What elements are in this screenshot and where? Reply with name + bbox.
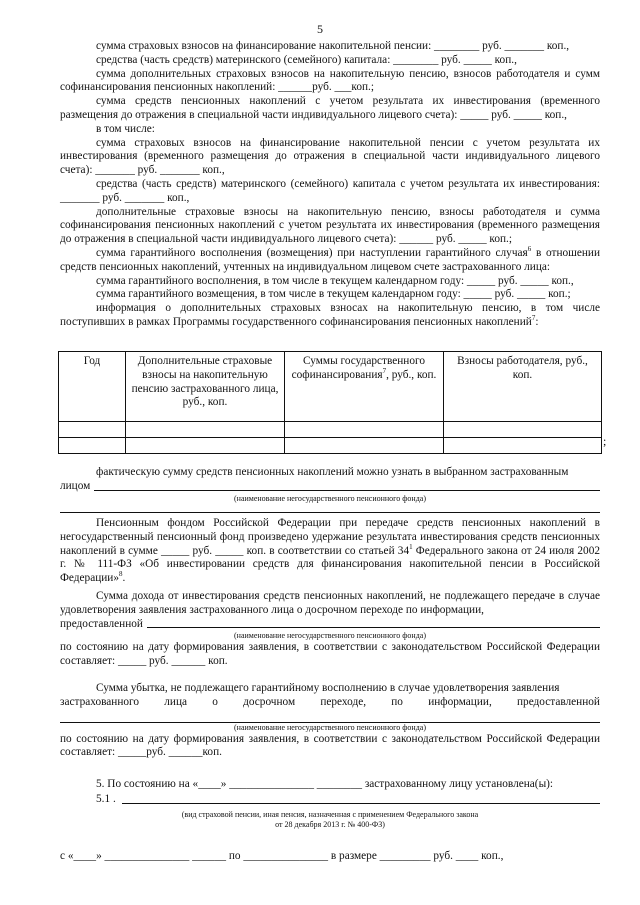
header-year: Год [59,352,126,422]
contributions-table [58,351,602,454]
item5-sub: 5.1 . [96,792,116,805]
pfr-section [60,517,600,669]
additional-contributions-line: сумма дополнительных страховых взносов на накопительную пенсию, взносов работодателя и сумм софинансирования пенсионных накоплений: ______руб. ___коп.; [60,67,600,94]
contributions-section [60,40,600,247]
pension-type-caption-1: (вид страховой пенсии, иная пенсия, назначенная с применением Федерального закона [181,809,479,819]
header-state-cofinancing: Суммы государственного софинансирования$^7$, руб., коп. [285,352,444,422]
loss-amount-line: по состоянию на дату формирования заявления, в соответствии с законодательством Российской Федерации составляет: _____руб. ______коп. [60,732,600,759]
additional-contributions-invested-line: дополнительные страховые взносы на накопительную пенсию, взносы работодателя и сумма софинансирования пенсионных накоплений с учетом результата их инвестирования (временного размещения до отражения в специальной части индивидуального лицевого счета): ______ руб. _____ коп.; [60,205,600,246]
loss-paragraph: Сумма убытка, не подлежащего гарантийному восполнению в случае удовлетворения заявления [96,682,560,694]
pension-savings-total-line: сумма средств пенсионных накоплений с учетом результата их инвестирования (временного размещения до отражения в специальной части индивидуального лицевого счета): _____ руб. _____ коп., [60,95,600,121]
page-number: 5 [317,22,323,36]
loss-section [60,682,600,760]
provided-lead: предоставленной [60,617,143,630]
pension-type-caption-2: от 28 декабря 2013 г. № 400-ФЗ) [275,819,385,829]
header-employer-contributions: Взносы работодателя, руб., коп. [444,352,602,422]
actual-sum-text: фактическую сумму средств пенсионных накоплений можно узнать в выбранном застрахованным [96,466,569,478]
including-label: в том числе: [96,122,155,135]
guarantee-intro: сумма гарантийного восполнения (возмещения) при наступлении гарантийного случая$^6$ в отношении средств пенсионных накоплений, учтенных на индивидуальном лицевом счете застрахованного лица: [60,245,600,273]
insurance-contributions-invested-line: сумма страховых взносов на финансирование накопительной пенсии с учетом результата их инвестирования (временного размещения до отражения в специальной части индивидуального лицевого счета): _______ руб. _______ коп., [60,136,600,177]
item5-line: 5. По состоянию на «____» _______________ ________ застрахованному лицу установлена(ы): [96,778,554,790]
maternity-capital-invested-line: средства (часть средств) материнского (семейного) капитала с учетом результата их инвестирования: _______ руб. _______ коп., [60,177,600,204]
item5-section [60,778,600,863]
insurance-contributions-line: сумма страховых взносов на финансирование накопительной пенсии: ________ руб. _______ коп., [96,40,570,52]
header-additional-contributions: Дополнительные страховые взносы на накопительную пенсию застрахованного лица, руб., коп. [126,352,285,422]
table-row [59,438,602,454]
guarantee-compensation-line: сумма гарантийного возмещения, в том числе в текущем календарном году: _____ руб. _____ коп.; [96,288,571,301]
pfr-retention-paragraph: Пенсионным фондом Российской Федерации при передаче средств пенсионных накоплений в негосударственный пенсионный фонд произведено удержание результата инвестирования средств пенсионных накоплений в сумме _____ руб. _____ коп. в соответствии со статьей $34^1$ Федерального закона от 24 июля 2002 г. № 111-ФЗ «Об инвестировании средств для финансирования накопительной пенсии в Российской Федерации»$^8$. [60,517,600,585]
fund-name-caption-2: (наименование негосударственного пенсионного фонда) [234,631,426,641]
investment-income-paragraph: Сумма дохода от инвестирования средств пенсионных накоплений, не подлежащего передаче в случае удовлетворения заявления застрахованного лица о досрочном переходе по информации, [60,589,600,616]
separator-line [60,512,600,513]
actual-sum-lead: лицом [60,479,91,492]
fund-name-line[interactable] [94,490,600,491]
table-row [59,422,602,438]
income-amount-line: по состоянию на дату формирования заявления, в соответствии с законодательством Российской Федерации составляет: _____ руб. ______ коп. [60,641,600,668]
additional-contributions-info: информация о дополнительных страховых взносах на накопительную пенсию, в том числе поступивших в рамках Программы государственного софинансирования пенсионных накоплений$^7$: [60,302,600,328]
fund-name-caption-3: (наименование негосударственного пенсионного фонда) [234,722,426,732]
guarantee-section [60,247,600,330]
fund-name-caption: (наименование негосударственного пенсионного фонда) [234,493,426,503]
fund-name-line-2[interactable] [147,627,600,628]
table-trailing-semicolon: ; [603,434,607,448]
pension-type-line[interactable] [122,803,600,804]
loss-words-row: застрахованного лица о досрочном переходе, по информации, предоставленной [60,695,600,708]
actual-sum-section [60,466,600,513]
guarantee-restoration-line: сумма гарантийного восполнения, в том числе в текущем календарном году: _____ руб. _____ коп., [96,274,574,287]
maternity-capital-line: средства (часть средств) материнского (семейного) капитала: ________ руб. _____ коп., [96,53,517,66]
contributions-table-wrap [58,351,602,454]
period-amount-line: с «____» _______________ ______ по _______________ в размере _________ руб. ____ коп., [60,849,504,862]
